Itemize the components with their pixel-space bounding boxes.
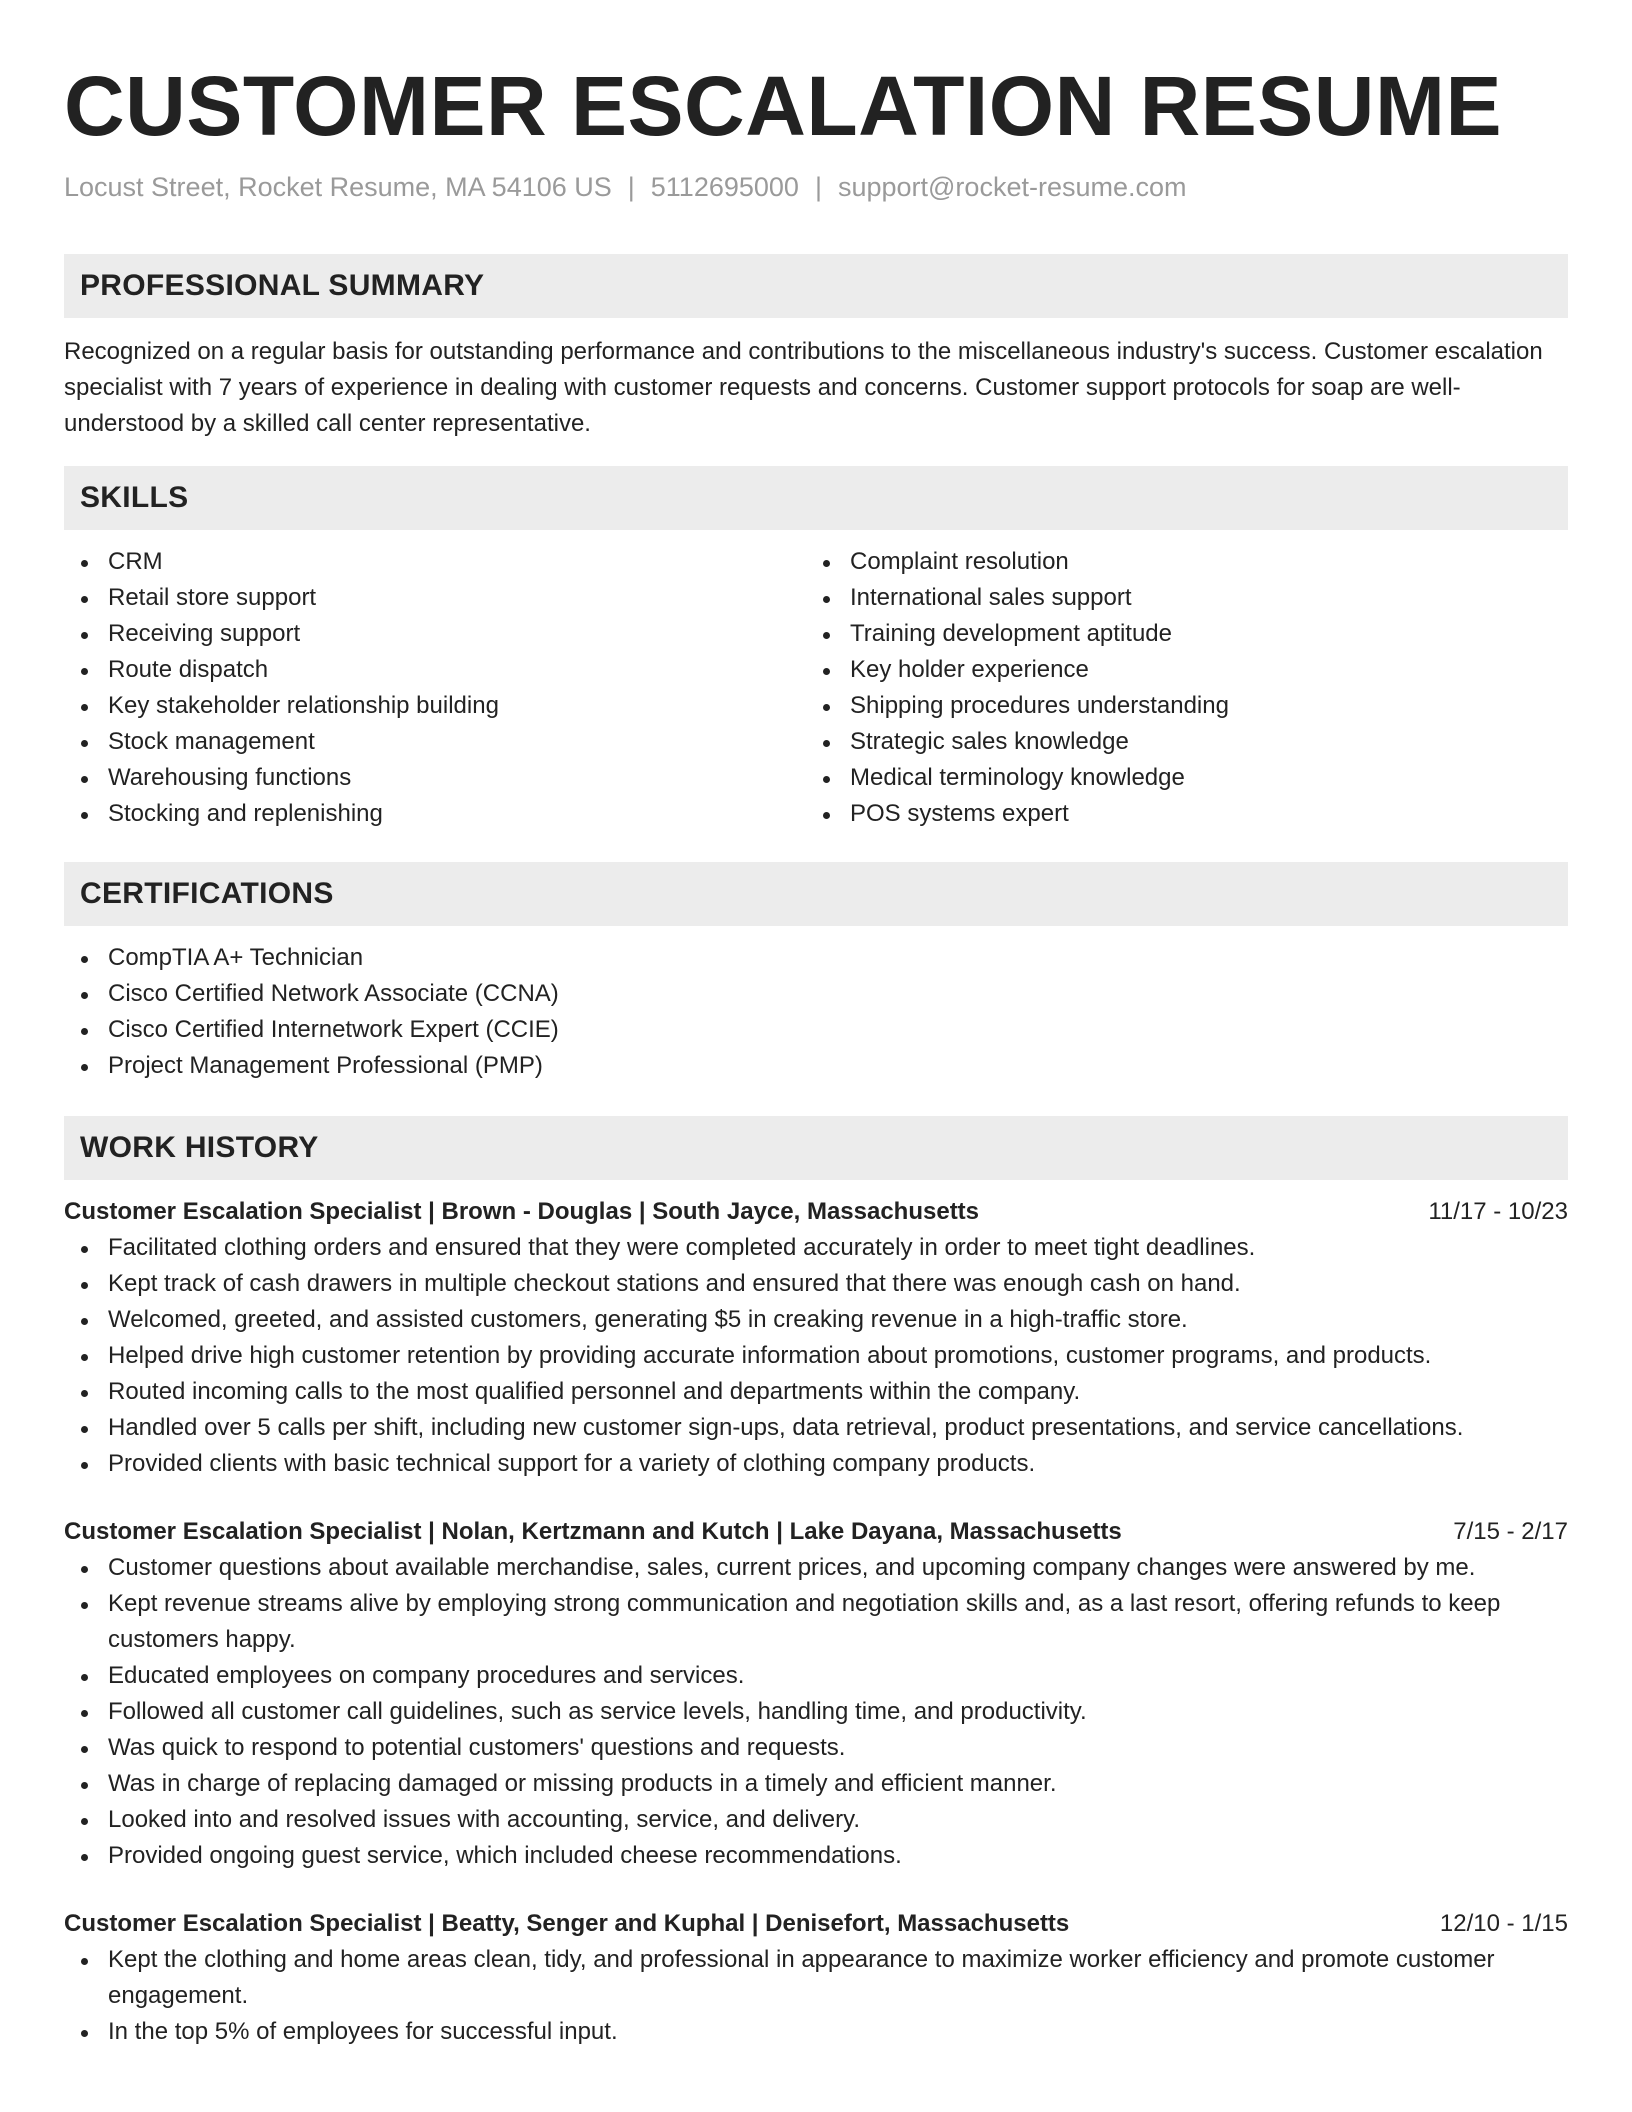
job-bullet: Looked into and resolved issues with accounting, service, and delivery. [64,1802,1568,1838]
job-bullet: Educated employees on company procedures and services. [64,1658,1568,1694]
certifications-list [64,940,1568,1084]
job-bullet: Was in charge of replacing damaged or missing products in a timely and efficient manner. [64,1766,1568,1802]
skill-item: Key stakeholder relationship building [64,688,806,724]
skills-grid [64,544,1568,832]
skill-item: Complaint resolution [806,544,1548,580]
certifications-section-header: CERTIFICATIONS [64,862,1568,926]
skill-item: Shipping procedures understanding [806,688,1548,724]
contact-email: support@rocket-resume.com [837,172,1187,202]
job-dates: 7/15 - 2/17 [1453,1518,1568,1545]
job-dates: 12/10 - 1/15 [1439,1910,1568,1937]
skill-item: International sales support [806,580,1548,616]
job-title: Customer Escalation Specialist | Brown - Douglas | South Jayce, Massachusetts [64,1198,980,1225]
job-bullet: Provided ongoing guest service, which included cheese recommendations. [64,1838,1568,1874]
resume-page [64,0,1568,2050]
contact-phone: 5112695000 [650,172,799,202]
skill-item: POS systems expert [806,796,1548,832]
skill-item: Stock management [64,724,806,760]
summary-text: Recognized on a regular basis for outstanding performance and contributions to the miscellaneous industry's success. Customer escalation specialist with 7 years of experience in dealing with customer requests and concerns. Customer support protocols for soap are well-understood by a skilled call center representative. [64,338,1543,437]
skills-right-column [806,544,1548,832]
contact-address: Locust Street, Rocket Resume, MA 54106 US [64,172,612,202]
job-bullets [64,1942,1568,2050]
certification-item: CompTIA A+ Technician [64,940,1568,976]
summary-section-header: PROFESSIONAL SUMMARY [64,254,1568,318]
skill-item: Receiving support [64,616,806,652]
job-bullet: Customer questions about available merchandise, sales, current prices, and upcoming company changes were answered by me. [64,1550,1568,1586]
job-dates: 11/17 - 10/23 [1428,1198,1568,1225]
resume-title: CUSTOMER ESCALATION RESUME [64,59,1502,153]
job-bullet: Provided clients with basic technical support for a variety of clothing company products. [64,1446,1568,1482]
job-bullet: Helped drive high customer retention by providing accurate information about promotions, customer programs, and products. [64,1338,1568,1374]
job-bullet: Was quick to respond to potential customers' questions and requests. [64,1730,1568,1766]
job-header [64,1514,1568,1550]
skill-item: Training development aptitude [806,616,1548,652]
certification-item: Cisco Certified Internetwork Expert (CCIE) [64,1012,1568,1048]
job-entry [64,1514,1568,1874]
certification-item: Cisco Certified Network Associate (CCNA) [64,976,1568,1012]
job-header [64,1906,1568,1942]
contact-separator: | [814,172,822,202]
job-bullets [64,1230,1568,1482]
job-bullet: In the top 5% of employees for successful input. [64,2014,1568,2050]
job-title: Customer Escalation Specialist | Beatty, Senger and Kuphal | Denisefort, Massachusetts [64,1910,1070,1937]
job-bullet: Kept revenue streams alive by employing strong communication and negotiation skills and, as a last resort, offering refunds to keep customers happy. [64,1586,1568,1658]
job-entry [64,1194,1568,1482]
skill-item: Strategic sales knowledge [806,724,1548,760]
job-bullet: Routed incoming calls to the most qualified personnel and departments within the company. [64,1374,1568,1410]
skills-left-column [64,544,806,832]
skill-item: Warehousing functions [64,760,806,796]
skill-item: Stocking and replenishing [64,796,806,832]
contact-line [64,170,1568,204]
job-title: Customer Escalation Specialist | Nolan, Kertzmann and Kutch | Lake Dayana, Massachusetts [64,1518,1122,1545]
job-bullet: Welcomed, greeted, and assisted customers, generating $5 in creaking revenue in a high-traffic store. [64,1302,1568,1338]
job-bullet: Followed all customer call guidelines, such as service levels, handling time, and productivity. [64,1694,1568,1730]
work-history-section-header: WORK HISTORY [64,1116,1568,1180]
job-entry [64,1906,1568,2050]
job-bullet: Kept the clothing and home areas clean, tidy, and professional in appearance to maximize worker efficiency and promote customer engagement. [64,1942,1568,2014]
job-bullet: Facilitated clothing orders and ensured that they were completed accurately in order to meet tight deadlines. [64,1230,1568,1266]
skill-item: Key holder experience [806,652,1548,688]
skill-item: Medical terminology knowledge [806,760,1548,796]
skill-item: Retail store support [64,580,806,616]
job-bullet: Kept track of cash drawers in multiple checkout stations and ensured that there was enough cash on hand. [64,1266,1568,1302]
skills-section-header: SKILLS [64,466,1568,530]
certification-item: Project Management Professional (PMP) [64,1048,1568,1084]
job-header [64,1194,1568,1230]
skill-item: Route dispatch [64,652,806,688]
job-bullet: Handled over 5 calls per shift, including new customer sign-ups, data retrieval, product presentations, and service cancellations. [64,1410,1568,1446]
contact-separator: | [627,172,635,202]
job-bullets [64,1550,1568,1874]
skill-item: CRM [64,544,806,580]
